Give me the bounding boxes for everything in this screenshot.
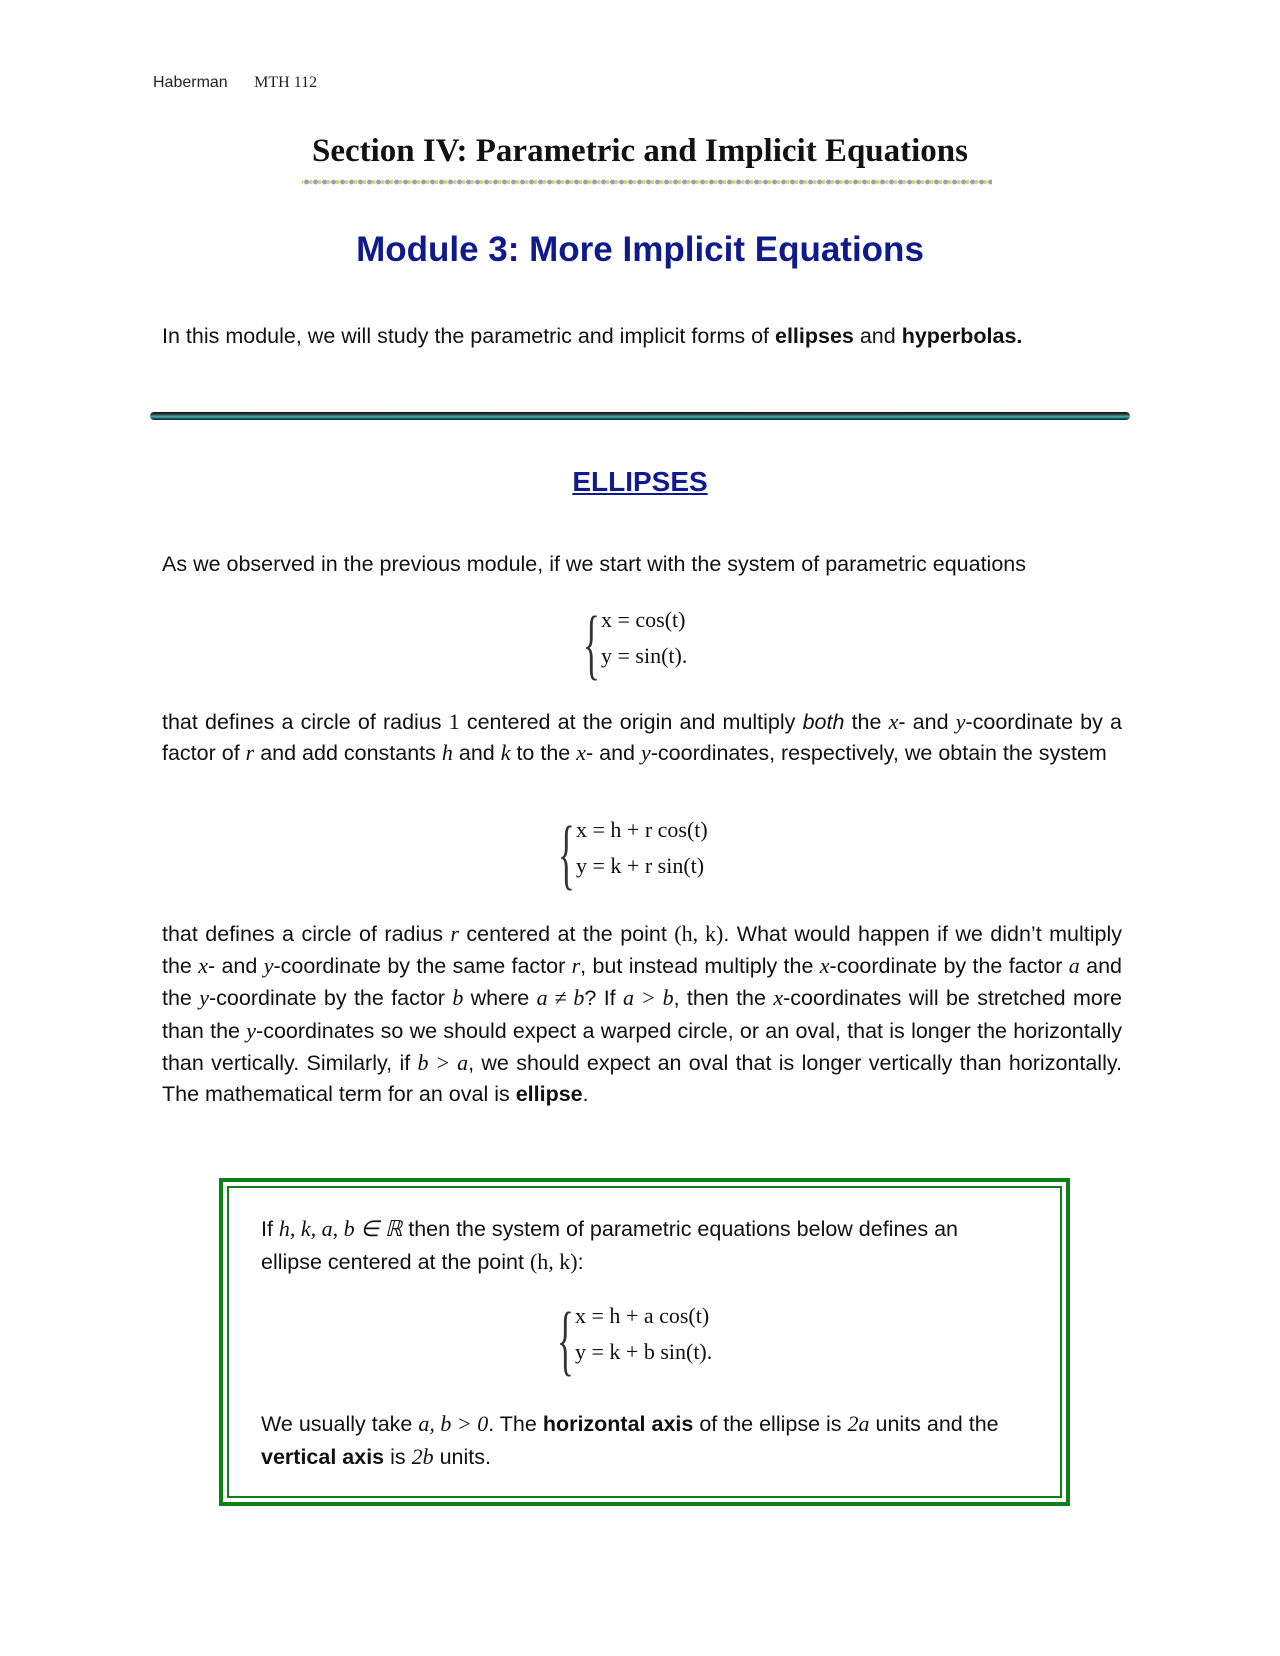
equation-y: y = k + b sin(t).	[575, 1339, 713, 1364]
author-name: Haberman	[153, 74, 228, 91]
equation-y: y = sin(t).	[601, 643, 688, 668]
brace-icon: {	[557, 1296, 574, 1383]
course-code: MTH 112	[254, 74, 318, 91]
paragraph-ellipse-motivation: that defines a circle of radius r centered at the point (h, k). What would happen if we didn’t multiply the x- and y-coordinate by the same factor r, but instead multiply the x-coordinate by the factor a and the y-coordinate by the factor b where a ≠ b? If a > b, then the x-coordinates will be stretched more than the y-coordinates so we should expect a warped circle, or an oval, that is longer the horizontally than vertically. Similarly, if b > a, we should expect an oval that is longer vertically than horizontally. The mathematical term for an oval is ellipse.	[162, 921, 1122, 1106]
intro-paragraph: In this module, we will study the parametric and implicit forms of ellipses and hyperbolas.	[162, 324, 1023, 348]
equation-x: x = cos(t)	[601, 607, 686, 632]
equation-x: x = h + r cos(t)	[576, 817, 708, 842]
module-title: Module 3: More Implicit Equations	[356, 230, 924, 269]
ellipses-heading: ELLIPSES	[572, 466, 708, 497]
equation-y: y = k + r sin(t)	[576, 853, 705, 878]
brace-icon: {	[558, 810, 575, 897]
definition-statement: If h, k, a, b ∈ ℝ then the system of parametric equations below defines an ellipse centered at the point (h, k):	[261, 1216, 959, 1275]
equation-system-circle-radius-r	[558, 810, 798, 897]
equation-system-ellipse	[557, 1296, 797, 1383]
decorative-dotted-divider	[302, 177, 992, 187]
paragraph-previous-module: As we observed in the previous module, if we start with the system of parametric equations	[162, 552, 1026, 576]
section-title: Section IV: Parametric and Implicit Equations	[311, 133, 969, 169]
paragraph-circle-scaling: that defines a circle of radius 1 centered at the origin and multiply both the x- and y-coordinate by a factor of r and add constants h and k to the x- and y-coordinates, respectively, we obtain the system	[162, 709, 1122, 765]
section-divider	[150, 412, 1130, 420]
page-header	[153, 74, 317, 92]
equation-system-unit-circle	[583, 600, 783, 687]
definition-axes-note: We usually take a, b > 0. The horizontal axis of the ellipse is 2a units and the vertical axis is 2b units.	[261, 1411, 999, 1470]
brace-icon: {	[583, 600, 600, 687]
equation-x: x = h + a cos(t)	[575, 1303, 710, 1328]
